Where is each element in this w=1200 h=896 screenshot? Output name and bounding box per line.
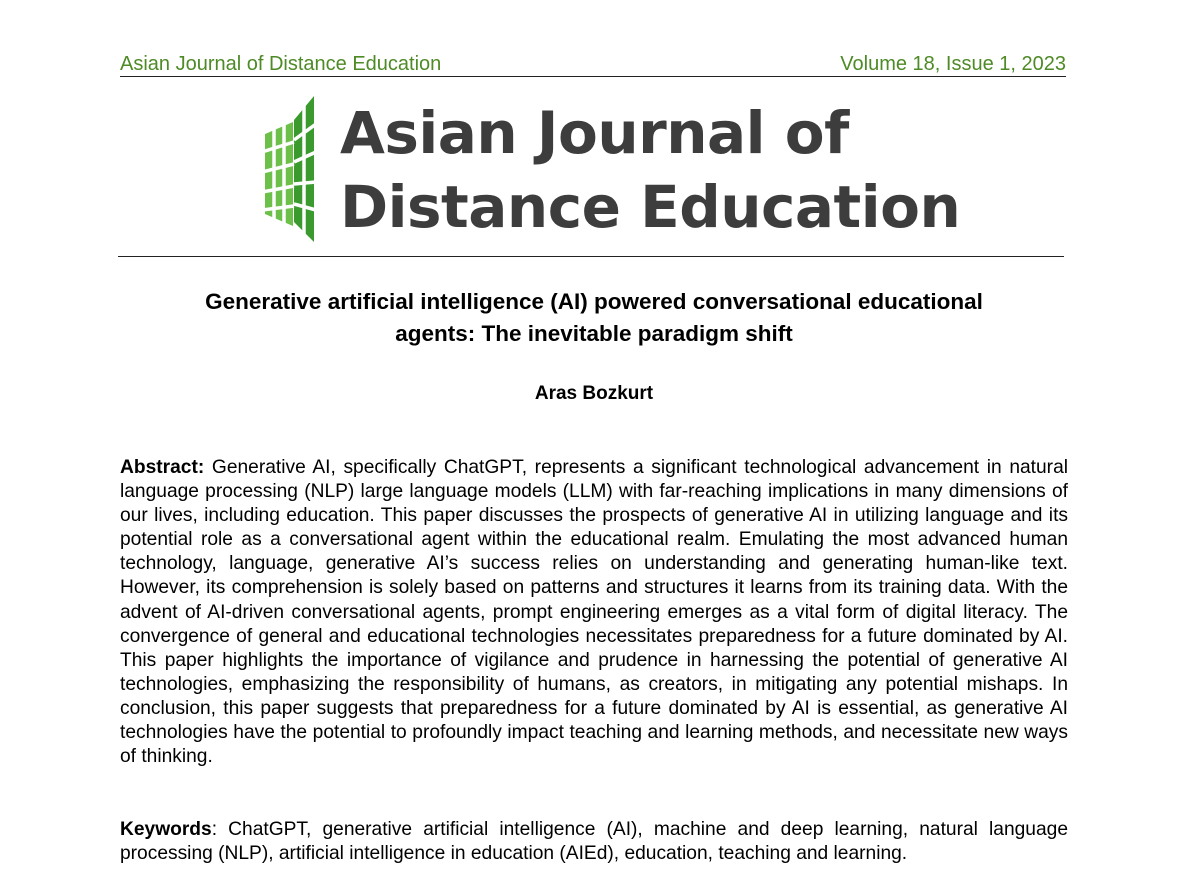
volume-issue: Volume 18, Issue 1, 2023 <box>840 53 1066 75</box>
journal-name: Asian Journal of Distance Education <box>120 53 442 75</box>
keywords-label: Keywords <box>120 819 212 840</box>
masthead-title-line2: Distance Education <box>340 173 961 241</box>
keywords-text: : ChatGPT, generative artificial intelligence (AI), machine and deep learning, natural language processing (NLP), artificial intelligence in education (AIEd), education, teaching and learning. <box>120 819 1068 865</box>
journal-masthead <box>262 94 961 244</box>
masthead-divider <box>118 256 1064 257</box>
masthead-title <box>340 96 960 244</box>
article-title-line2: agents: The inevitable paradigm shift <box>395 321 793 346</box>
abstract <box>120 456 1068 769</box>
abstract-text: Generative AI, specifically ChatGPT, represents a significant technological advancement in natural language processing (NLP) large language models (LLM) with far-reaching implications in many dimensions of our lives, including education. This paper discusses the prospects of generative AI in utilizing language and its potential role as a conversational agent within the educational realm. Emulating the most advanced human technology, language, generative AI’s success relies on understanding and generating human-like text. However, its comprehension is solely based on patterns and structures it learns from its training data. With the advent of AI-driven conversational agents, prompt engineering emerges as a vital form of digital literacy. The convergence of general and educational technologies necessitates preparedness for a future dominated by AI. This paper highlights the importance of vigilance and prudence in harnessing the potential of generative AI technologies, emphasizing the responsibility of humans, as creators, in mitigating any potential mishaps. In conclusion, this paper suggests that preparedness for a future dominated by AI is essential, as generative AI technologies have the potential to profoundly impact teaching and learning methods, and necessitate new ways of thinking. <box>120 457 1068 768</box>
running-header <box>120 52 1066 77</box>
abstract-label: Abstract: <box>120 457 205 478</box>
green-grid-book-logo-icon <box>262 94 322 244</box>
article-title-line1: Generative artificial intelligence (AI) powered conversational educational <box>205 289 983 314</box>
masthead-title-line1: Asian Journal of <box>340 99 849 167</box>
article-title <box>120 286 1068 350</box>
author-name: Aras Bozkurt <box>534 383 654 404</box>
keywords <box>120 818 1068 866</box>
